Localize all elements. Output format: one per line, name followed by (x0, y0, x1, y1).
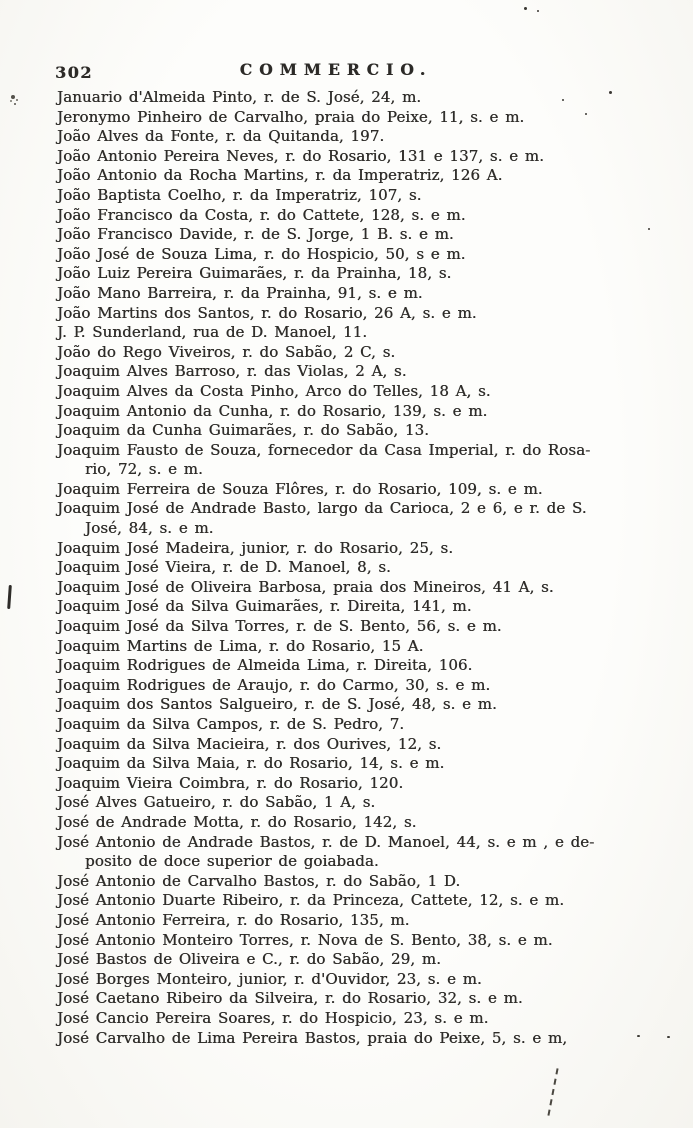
directory-entry: Joaquim da Silva Maia, r. do Rosario, 14, s. e m. (57, 754, 445, 773)
directory-entry: José Antonio Ferreira, r. do Rosario, 135, m. (57, 910, 410, 929)
directory-entry: Joaquim José da Silva Guimarães, r. Direita, 141, m. (57, 597, 472, 616)
directory-entry: João do Rego Viveiros, r. do Sabão, 2 C, s. (57, 342, 396, 361)
directory-entry: José Carvalho de Lima Pereira Bastos, praia do Peixe, 5, s. e m, (57, 1028, 568, 1047)
directory-entry: Joaquim dos Santos Salgueiro, r. de S. José, 48, s. e m. (57, 695, 497, 714)
ink-speck (609, 91, 612, 94)
pen-scratch (547, 1068, 558, 1115)
directory-entry: João Antonio Pereira Neves, r. do Rosario, 131 e 137, s. e m. (57, 146, 544, 165)
directory-entry: João Francisco Davide, r. de S. Jorge, 1 B. s. e m. (57, 225, 454, 244)
page-number: 302 (55, 63, 93, 82)
directory-entry: José Borges Monteiro, junior, r. d'Ouvidor, 23, s. e m. (57, 969, 482, 988)
entry-continuation-line: rio, 72, s. e m. (85, 460, 203, 479)
directory-entry: João Martins dos Santos, r. do Rosario, 26 A, s. e m. (57, 303, 477, 322)
directory-entry: João Alves da Fonte, r. da Quitanda, 197. (57, 127, 385, 146)
directory-entry: Joaquim Alves Barroso, r. das Violas, 2 A, s. (57, 362, 407, 381)
directory-entry: João Mano Barreira, r. da Prainha, 91, s. e m. (57, 283, 423, 302)
directory-entry: Jeronymo Pinheiro de Carvalho, praia do Peixe, 11, s. e m. (57, 107, 525, 126)
directory-entry: José Antonio Monteiro Torres, r. Nova de S. Bento, 38, s. e m. (57, 930, 553, 949)
directory-entry: Joaquim Vieira Coimbra, r. do Rosario, 120. (57, 773, 404, 792)
ink-speck (667, 1036, 670, 1038)
directory-entry: Joaquim Ferreira de Souza Flôres, r. do Rosario, 109, s. e m. (57, 479, 543, 498)
entry-continuation-line: José, 84, s. e m. (85, 519, 214, 538)
directory-entry: Joaquim José da Silva Torres, r. de S. Bento, 56, s. e m. (57, 617, 502, 636)
directory-entry: Joaquim Antonio da Cunha, r. do Rosario, 139, s. e m. (57, 401, 488, 420)
directory-entry: José Bastos de Oliveira e C., r. do Sabão, 29, m. (57, 950, 441, 969)
directory-entry: Joaquim da Silva Campos, r. de S. Pedro, 7. (57, 715, 405, 733)
ink-speck (537, 10, 539, 12)
directory-entry: João Baptista Coelho, r. da Imperatriz, 107, s. (57, 185, 422, 204)
directory-entry: Joaquim Rodrigues de Almeida Lima, r. Direita, 106. (57, 656, 473, 675)
directory-entry: João José de Souza Lima, r. do Hospicio, 50, s e m. (57, 244, 466, 263)
directory-entry: Joaquim José de Andrade Basto, largo da Carioca, 2 e 6, e r. de S. (57, 499, 587, 518)
running-title: COMMERCIO. (239, 60, 433, 79)
directory-entry: João Francisco da Costa, r. do Cattete, 128, s. e m. (57, 205, 466, 224)
directory-entry: Joaquim da Cunha Guimarães, r. do Sabão, 13. (57, 421, 429, 440)
ink-smudge (11, 95, 15, 99)
ink-stroke (7, 585, 12, 609)
directory-entry: João Luiz Pereira Guimarães, r. da Prainha, 18, s. (57, 264, 452, 283)
directory-entry: Joaquim da Silva Macieira, r. dos Ourives, 12, s. (57, 734, 442, 753)
entry-continuation-line: posito de doce superior de goiabada. (85, 852, 379, 871)
directory-entry: Januario d'Almeida Pinto, r. de S. José, 24, m. (57, 88, 422, 106)
directory-entry: José Caetano Ribeiro da Silveira, r. do Rosario, 32, s. e m. (57, 989, 523, 1008)
ink-speck (524, 7, 527, 10)
directory-entry: José de Andrade Motta, r. do Rosario, 142, s. (57, 812, 417, 831)
directory-entry: João Antonio da Rocha Martins, r. da Imperatriz, 126 A. (57, 166, 503, 185)
directory-entry: Joaquim Alves da Costa Pinho, Arco do Telles, 18 A, s. (57, 381, 491, 400)
ink-speck (648, 228, 650, 230)
directory-entry: Joaquim José Vieira, r. de D. Manoel, 8, s. (57, 558, 391, 577)
directory-entry: José Antonio de Andrade Bastos, r. de D. Manoel, 44, s. e m , e de- (57, 832, 595, 851)
directory-entry: Joaquim Rodrigues de Araujo, r. do Carmo, 30, s. e m. (57, 675, 491, 694)
ink-speck (637, 1035, 640, 1037)
directory-entry: J. P. Sunderland, rua de D. Manoel, 11. (57, 323, 368, 342)
ink-speck (585, 113, 587, 115)
directory-entry: Joaquim José Madeira, junior, r. do Rosario, 25, s. (57, 538, 454, 557)
directory-entry: Joaquim Martins de Lima, r. do Rosario, 15 A. (57, 636, 424, 655)
directory-entry: José Alves Gatueiro, r. do Sabão, 1 A, s. (57, 793, 376, 812)
directory-entry: Joaquim José de Oliveira Barbosa, praia dos Mineiros, 41 A, s. (57, 577, 554, 596)
ink-speck (562, 99, 564, 101)
directory-list (57, 88, 663, 1048)
directory-entry: José Cancio Pereira Soares, r. do Hospicio, 23, s. e m. (57, 1008, 489, 1027)
directory-entry: José Antonio de Carvalho Bastos, r. do Sabão, 1 D. (57, 871, 461, 890)
directory-entry: José Antonio Duarte Ribeiro, r. da Princeza, Cattete, 12, s. e m. (57, 891, 565, 910)
directory-entry: Joaquim Fausto de Souza, fornecedor da Casa Imperial, r. do Rosa- (57, 440, 591, 459)
